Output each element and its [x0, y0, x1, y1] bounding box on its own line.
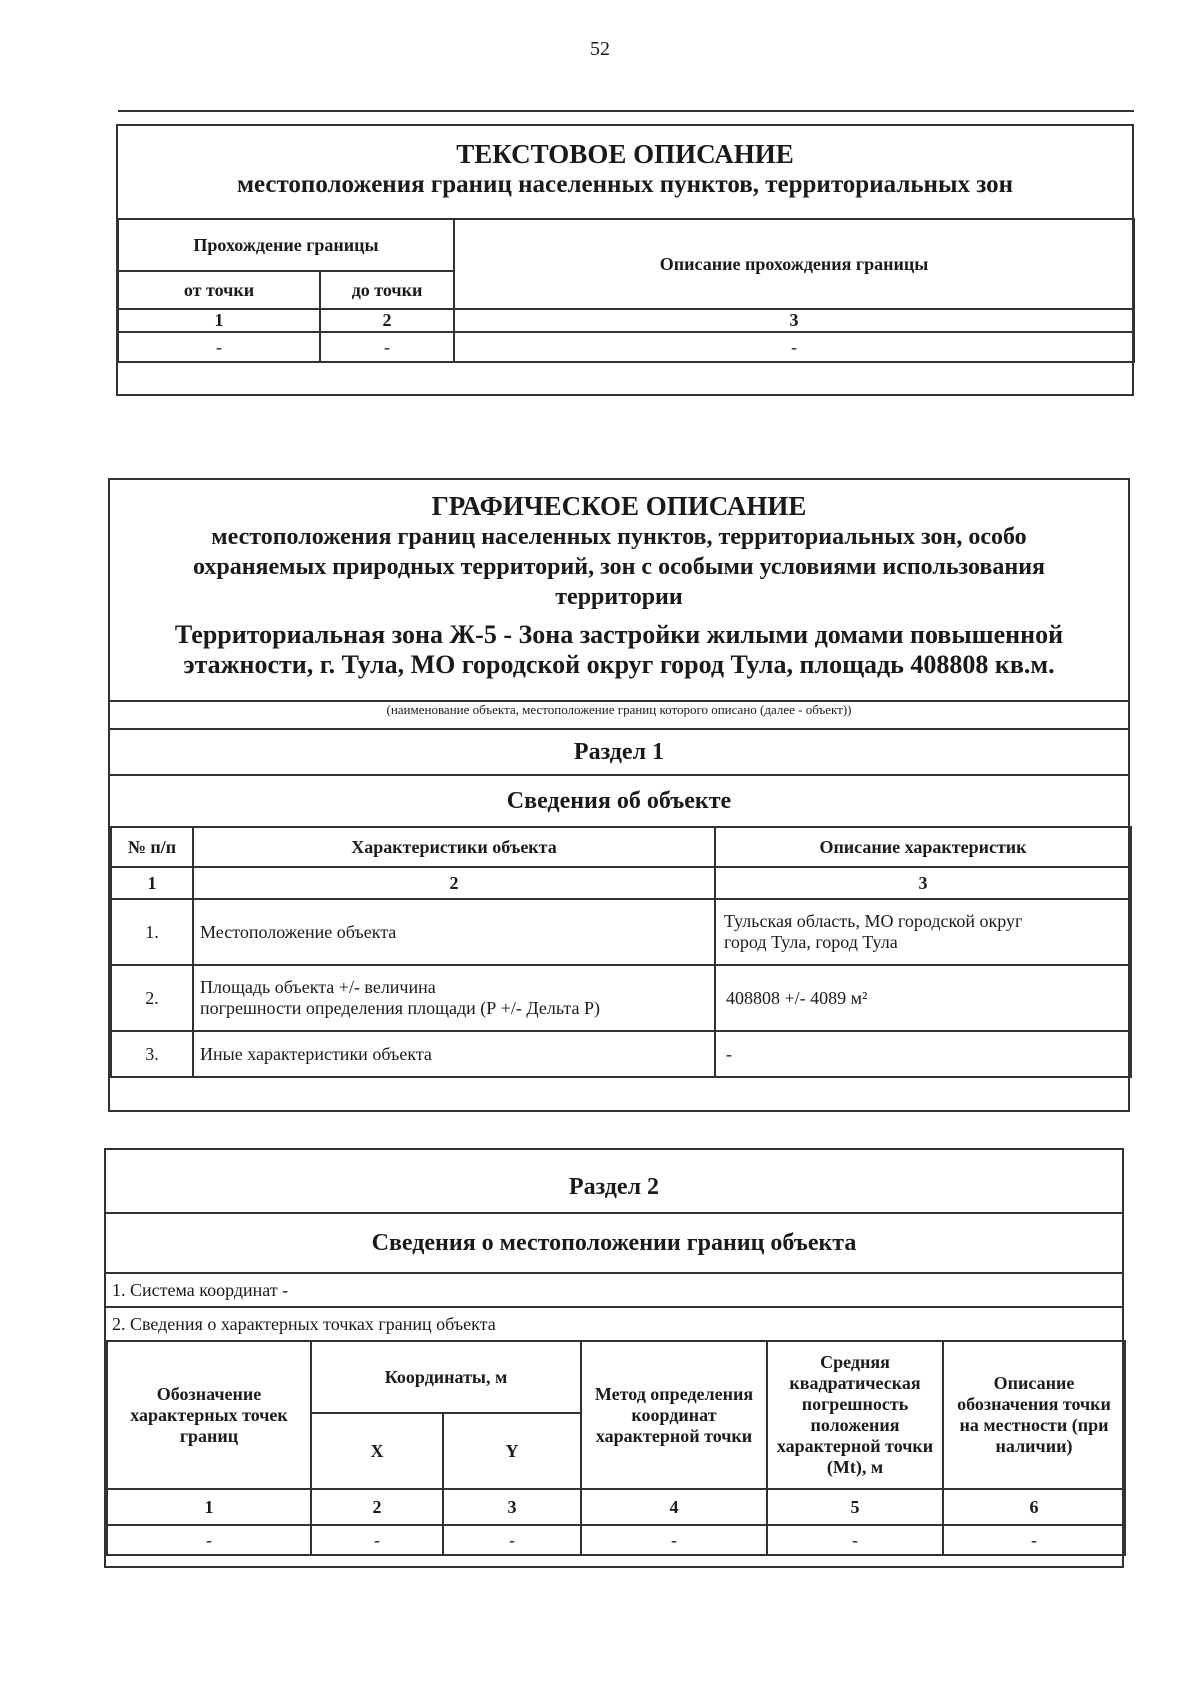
graphic-description-block — [108, 478, 1130, 1112]
header-x: X — [311, 1413, 443, 1489]
top-rule — [118, 110, 1134, 112]
row-name: Местоположение объекта — [193, 899, 715, 965]
section1-subtitle: Сведения об объекте — [110, 774, 1128, 826]
num-cell: 1 — [111, 867, 193, 899]
data-cell: - — [767, 1525, 943, 1555]
coord-system: 1. Система координат - — [106, 1272, 1122, 1306]
data-cell: - — [320, 332, 454, 362]
header-accuracy: Средняя квадратическая погрешность положения характерной точки (Mt), м — [767, 1341, 943, 1489]
header-description: Описание характеристик — [715, 827, 1131, 867]
text-description-table — [117, 218, 1135, 363]
object-name-line2: этажности, г. Тула, МО городской округ город Тула, площадь 408808 кв.м. — [183, 650, 1055, 679]
section2-table — [106, 1340, 1126, 1556]
graphic-subtitle-line2: охраняемых природных территорий, зон с особыми условиями использования — [192, 554, 1046, 580]
col-description: Описание прохождения границы — [454, 219, 1134, 309]
row-name: Иные характеристики объекта — [193, 1031, 715, 1077]
header-location: Описание обозначения точки на местности (при наличии) — [943, 1341, 1125, 1489]
row-value: - — [715, 1031, 1131, 1077]
object-name-line1: Территориальная зона Ж-5 - Зона застройки жилыми домами повышенной — [174, 620, 1064, 649]
data-cell: - — [454, 332, 1134, 362]
header-designation: Обозначение характерных точек границ — [107, 1341, 311, 1489]
num-cell: 2 — [193, 867, 715, 899]
col-to: до точки — [320, 271, 454, 309]
row-name-line2: погрешности определения площади (Р +/- Дельта Р) — [200, 998, 600, 1018]
row-num: 2. — [111, 965, 193, 1031]
row-name-line1: Площадь объекта +/- величина — [200, 977, 436, 997]
col-passage: Прохождение границы — [118, 219, 454, 271]
section2-block — [104, 1148, 1124, 1568]
graphic-subtitle-line3: территории — [555, 584, 683, 610]
section1-table — [110, 826, 1132, 1078]
graphic-subtitle-line1: местоположения границ населенных пунктов, территориальных зон, особо — [211, 524, 1027, 550]
col-from: от точки — [118, 271, 320, 309]
section1-title: Раздел 1 — [110, 728, 1128, 774]
data-cell: - — [107, 1525, 311, 1555]
text-description-subtitle: местоположения границ населенных пунктов, территориальных зон — [236, 171, 1014, 198]
num-cell: 1 — [107, 1489, 311, 1525]
num-cell: 3 — [715, 867, 1131, 899]
text-description-title: ТЕКСТОВОЕ ОПИСАНИЕ — [456, 139, 794, 169]
page-number: 52 — [590, 38, 610, 60]
num-cell: 1 — [118, 309, 320, 332]
data-cell: - — [118, 332, 320, 362]
text-description-block — [116, 124, 1134, 396]
num-cell: 5 — [767, 1489, 943, 1525]
num-cell: 4 — [581, 1489, 767, 1525]
data-cell: - — [311, 1525, 443, 1555]
header-coords: Координаты, м — [311, 1341, 581, 1413]
num-cell: 2 — [311, 1489, 443, 1525]
graphic-description-title: ГРАФИЧЕСКОЕ ОПИСАНИЕ — [431, 491, 807, 521]
row-value-line1: Тульская область, МО городской округ — [724, 911, 1023, 931]
object-caption: (наименование объекта, местоположение границ которого описано (далее - объект)) — [110, 700, 1128, 728]
header-characteristics: Характеристики объекта — [193, 827, 715, 867]
num-cell: 3 — [454, 309, 1134, 332]
header-method: Метод определения координат характерной точки — [581, 1341, 767, 1489]
section2-subtitle: Сведения о местоположении границ объекта — [106, 1212, 1122, 1272]
num-cell: 3 — [443, 1489, 581, 1525]
row-num: 1. — [111, 899, 193, 965]
num-cell: 6 — [943, 1489, 1125, 1525]
section2-title: Раздел 2 — [568, 1174, 660, 1200]
points-info: 2. Сведения о характерных точках границ объекта — [106, 1306, 1122, 1340]
row-num: 3. — [111, 1031, 193, 1077]
row-value-line2: город Тула, город Тула — [724, 932, 898, 952]
header-num: № п/п — [111, 827, 193, 867]
num-cell: 2 — [320, 309, 454, 332]
data-cell: - — [943, 1525, 1125, 1555]
header-y: Y — [443, 1413, 581, 1489]
data-cell: - — [581, 1525, 767, 1555]
data-cell: - — [443, 1525, 581, 1555]
row-value: 408808 +/- 4089 м² — [715, 965, 1131, 1031]
